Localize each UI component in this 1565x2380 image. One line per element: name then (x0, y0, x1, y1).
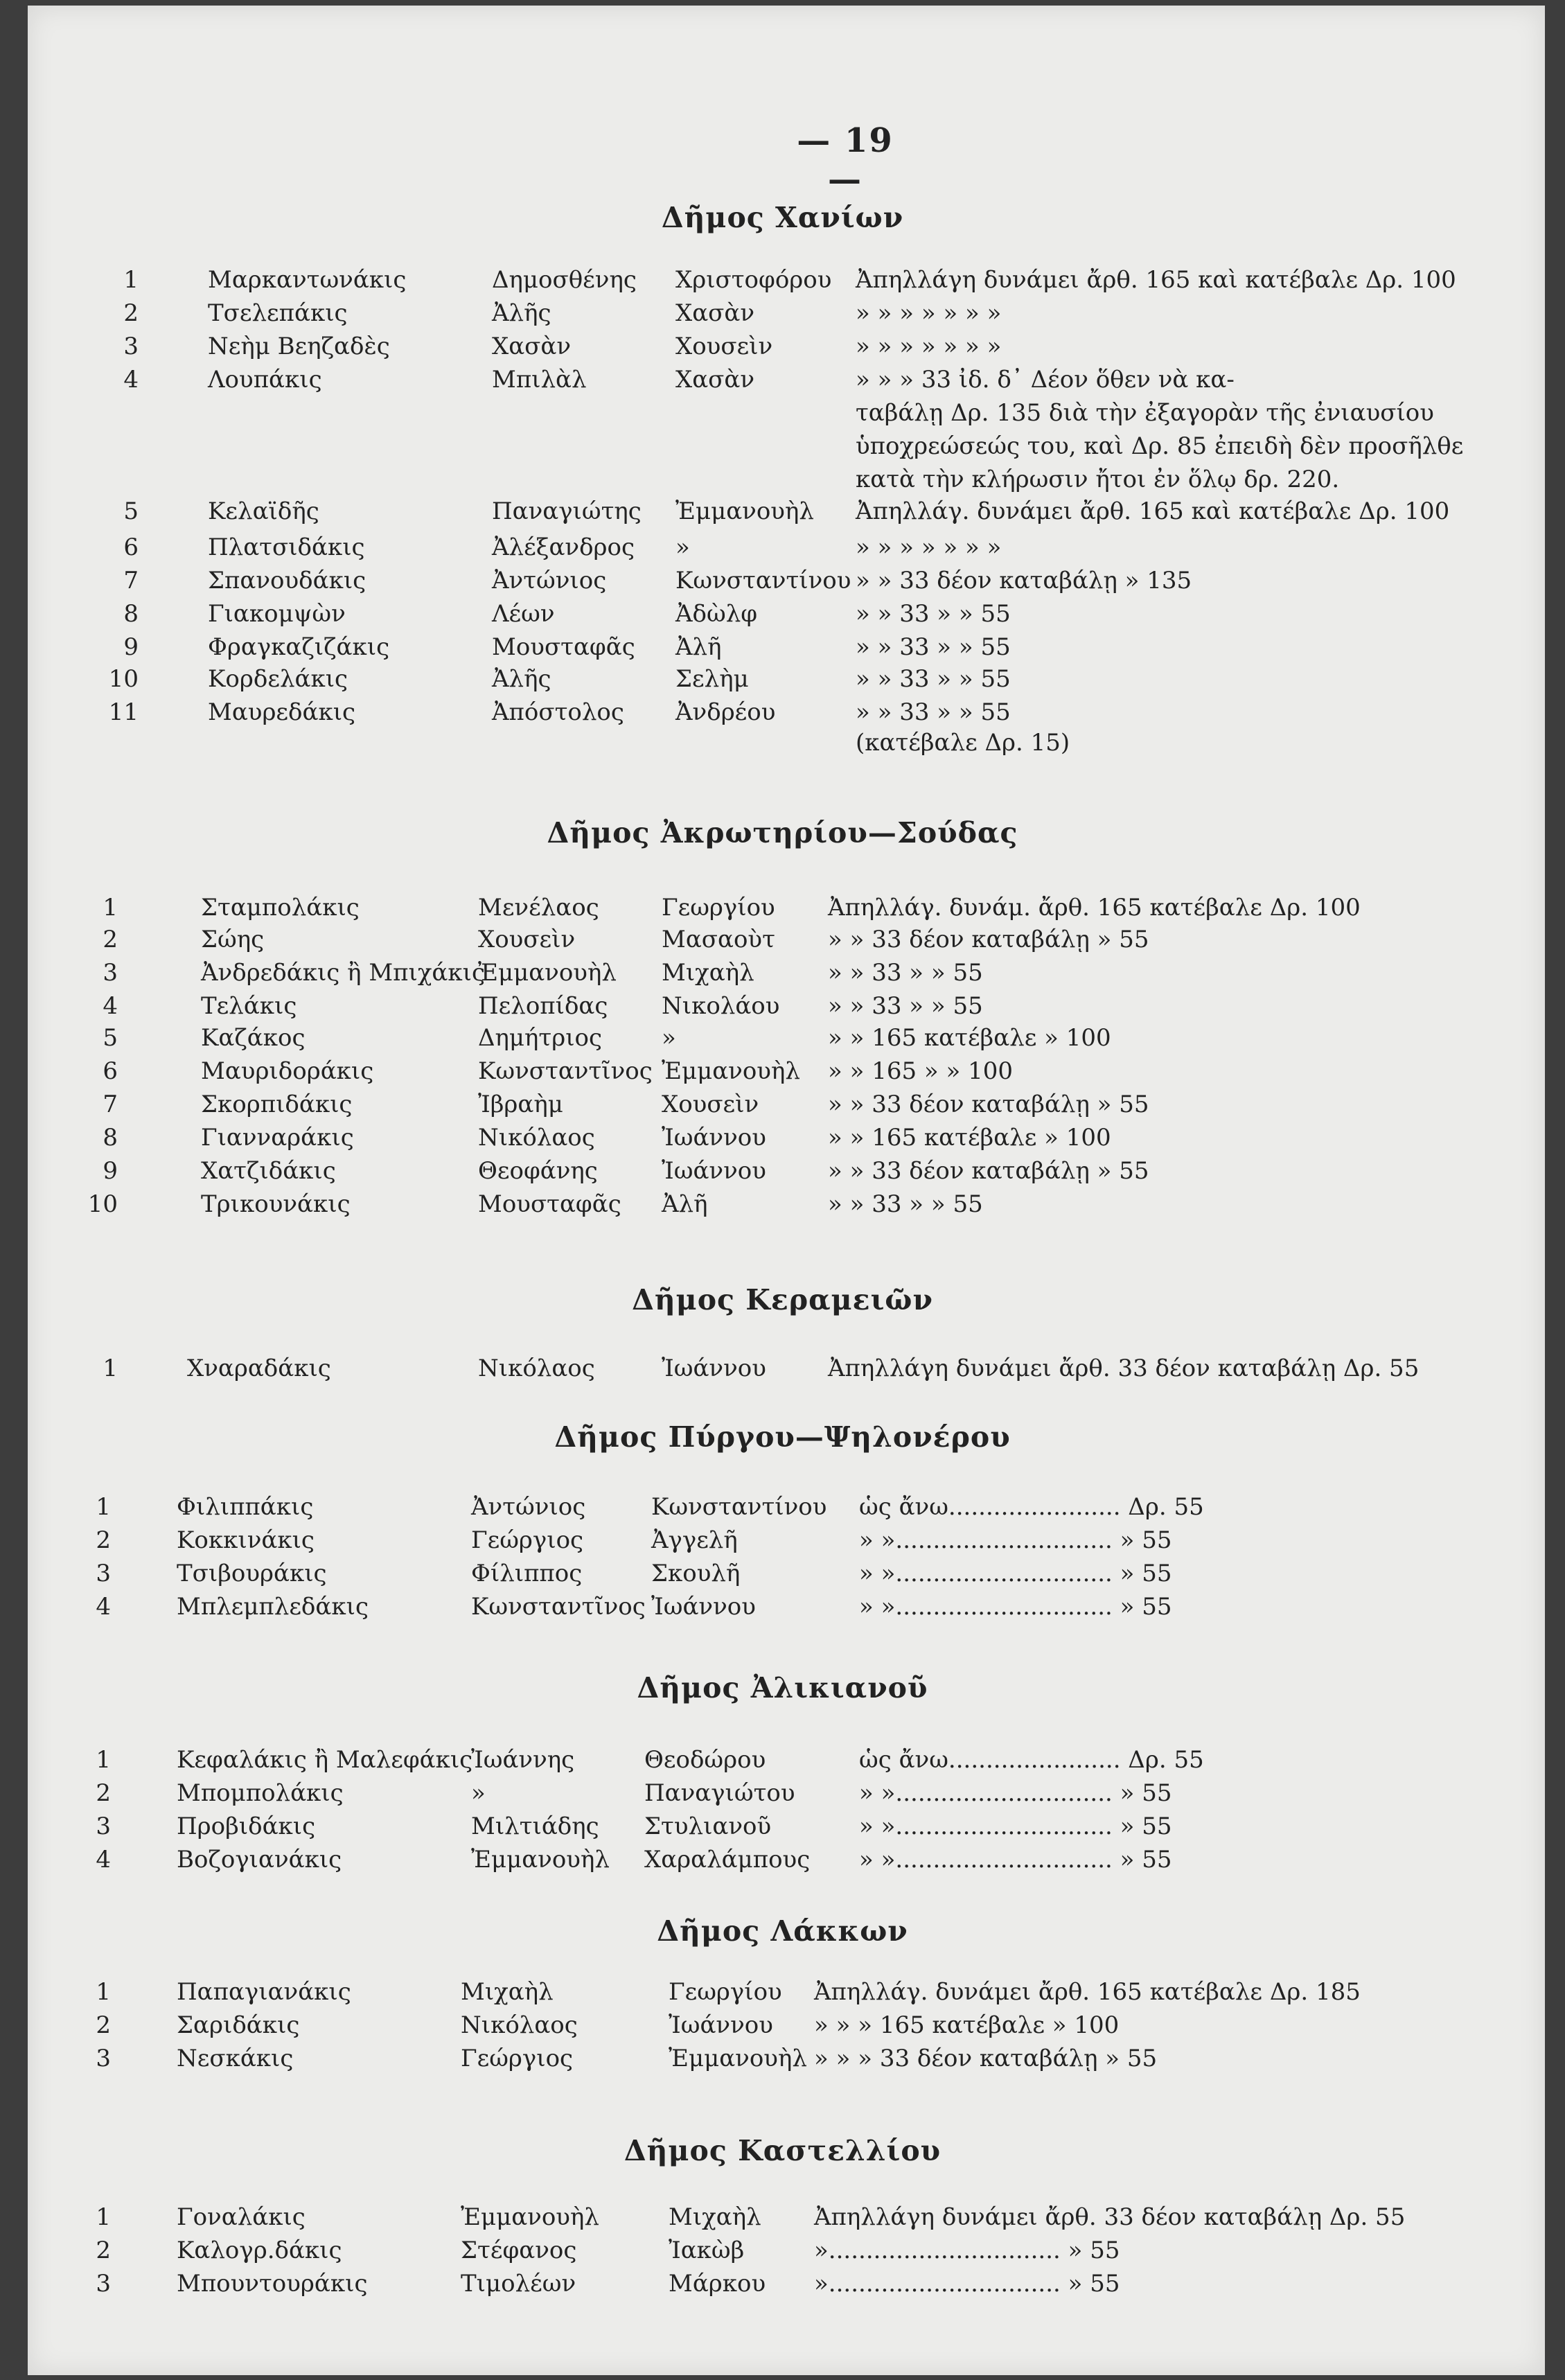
alikianos-row-1-surname: Κεφαλάκις ἢ Μαλεφάκις (177, 1746, 473, 1774)
pyrgos-row-4-n: 4 (96, 1593, 111, 1621)
chania-row-6-note: ὑποχρεώσεώς του, καὶ Δρ. 85 ἐπειδὴ δὲν προσῆλθε (856, 432, 1464, 460)
lakkoi-row-1-father: Γεωργίου (669, 1978, 782, 2006)
akrotiri-row-2-surname: Σώης (201, 926, 265, 953)
pyrgos-row-2-surname: Κοκκινάκις (177, 1526, 315, 1554)
akrotiri-row-2-note: » » 33 δέον καταβάλῃ » 55 (828, 926, 1149, 953)
akrotiri-row-7-note: » » 33 δέον καταβάλῃ » 55 (828, 1091, 1149, 1118)
akrotiri-row-6-name: Κωνσταντῖνος (478, 1057, 653, 1085)
kastelli-row-3-father: Μάρκου (669, 2270, 766, 2298)
pyrgos-row-3-surname: Τσιβουράκις (177, 1560, 327, 1587)
akrotiri-row-8-name: Νικόλαος (478, 1124, 595, 1152)
kastelli-row-3-n: 3 (96, 2270, 111, 2298)
chania-row-1-surname: Μαρκαντωνάκις (208, 266, 407, 294)
chania-row-1-n: 1 (123, 266, 139, 294)
kastelli-row-3-note: »............................... » 55 (814, 2270, 1120, 2298)
lakkoi-row-1-n: 1 (96, 1978, 111, 2006)
kastelli-row-2-name: Στέφανος (461, 2237, 577, 2264)
kastelli-row-2-note: »............................... » 55 (814, 2237, 1120, 2264)
chania-row-14-surname: Μαυρεδάκις (208, 698, 356, 726)
pyrgos-row-3-note: » »............................. » 55 (859, 1560, 1172, 1587)
akrotiri-row-2-father: Μασαοὺτ (662, 926, 775, 953)
alikianos-row-3-name: Μιλτιάδης (471, 1813, 599, 1840)
akrotiri-row-8-father: Ἰωάννου (662, 1124, 766, 1152)
chania-row-10-surname: Σπανουδάκις (208, 567, 366, 594)
pyrgos-row-1-name: Ἀντώνιος (471, 1493, 586, 1521)
keramia-row-1-name: Νικόλαος (478, 1355, 595, 1382)
pyrgos-row-1-note: ὡς ἄνω....................... Δρ. 55 (859, 1493, 1204, 1521)
pyrgos-row-1-surname: Φιλιππάκις (177, 1493, 314, 1521)
chania-row-11-surname: Γιακομψὼν (208, 600, 346, 628)
akrotiri-row-4-father: Νικολάου (662, 992, 780, 1020)
chania-row-14-father: Ἀνδρέου (675, 698, 776, 726)
alikianos-row-4-surname: Βοζογιανάκις (177, 1846, 342, 1874)
chania-row-10-name: Ἀντώνιος (492, 567, 607, 594)
chania-row-11-note: » » 33 » » 55 (856, 600, 1011, 628)
pyrgos-row-4-note: » »............................. » 55 (859, 1593, 1172, 1621)
chania-row-3-n: 3 (123, 333, 139, 360)
chania-row-8-note: Ἀπηλλάγ. δυνάμει ἄρθ. 165 καὶ κατέβαλε Δρ. 100 (856, 497, 1450, 525)
pyrgos-row-3-n: 3 (96, 1560, 111, 1587)
kastelli-row-1-n: 1 (96, 2203, 111, 2231)
chania-row-12-surname: Φραγκαζιζάκις (208, 633, 390, 661)
chania-row-11-n: 8 (123, 600, 139, 628)
chania-row-9-name: Ἀλέξανδρος (492, 534, 635, 561)
chania-row-3-surname: Νεὴμ Βεηζαδὲς (208, 333, 390, 360)
lakkoi-row-3-name: Γεώργιος (461, 2045, 574, 2072)
akrotiri-row-3-father: Μιχαὴλ (662, 959, 754, 987)
akrotiri-row-2-n: 2 (103, 926, 118, 953)
chania-row-9-note: » » » » » » » (856, 534, 1002, 561)
akrotiri-row-9-father: Ἰωάννου (662, 1157, 766, 1185)
section-title-pyrgos: Δῆμος Πύργου—Ψηλονέρου (554, 1420, 1011, 1454)
chania-row-1-note: Ἀπηλλάγη δυνάμει ἄρθ. 165 καὶ κατέβαλε Δρ. 100 (856, 266, 1456, 294)
alikianos-row-4-father: Χαραλάμπους (644, 1846, 811, 1874)
akrotiri-row-7-surname: Σκορπιδάκις (201, 1091, 353, 1118)
akrotiri-row-9-note: » » 33 δέον καταβάλῃ » 55 (828, 1157, 1149, 1185)
alikianos-row-2-note: » »............................. » 55 (859, 1779, 1172, 1807)
section-title-alikianos: Δῆμος Ἀλικιανοῦ (637, 1671, 928, 1704)
chania-row-14-name: Ἀπόστολος (492, 698, 624, 726)
alikianos-row-1-name: Ἰωάννης (471, 1746, 575, 1774)
akrotiri-row-6-father: Ἐμμανουὴλ (662, 1057, 800, 1085)
kastelli-row-1-name: Ἐμμανουὴλ (461, 2203, 599, 2231)
akrotiri-row-10-surname: Τρικουνάκις (201, 1190, 351, 1218)
akrotiri-row-1-surname: Σταμπολάκις (201, 894, 360, 922)
chania-row-13-n: 10 (108, 665, 139, 693)
akrotiri-row-5-name: Δημήτριος (478, 1024, 603, 1052)
akrotiri-row-5-father: » (662, 1024, 676, 1052)
lakkoi-row-2-father: Ἰωάννου (669, 2011, 773, 2039)
chania-row-14-note: » » 33 » » 55 (856, 698, 1011, 726)
chania-row-4-n: 4 (123, 366, 139, 394)
chania-row-3-name: Χασὰν (492, 333, 572, 360)
kastelli-row-3-name: Τιμολέων (461, 2270, 576, 2298)
pyrgos-row-4-name: Κωνσταντῖνος (471, 1593, 646, 1621)
akrotiri-row-8-n: 8 (103, 1124, 118, 1152)
chania-row-7-note: κατὰ τὴν κλήρωσιν ἤτοι ἐν ὅλῳ δρ. 220. (856, 466, 1340, 493)
akrotiri-row-7-n: 7 (103, 1091, 118, 1118)
kastelli-row-3-surname: Μπουντουράκις (177, 2270, 368, 2298)
pyrgos-row-1-n: 1 (96, 1493, 111, 1521)
akrotiri-row-2-name: Χουσεὶν (478, 926, 576, 953)
lakkoi-row-2-name: Νικόλαος (461, 2011, 578, 2039)
chania-row-3-note: » » » » » » » (856, 333, 1002, 360)
lakkoi-row-3-father: Ἐμμανουὴλ (669, 2045, 807, 2072)
section-title-lakkoi: Δῆμος Λάκκων (657, 1914, 908, 1948)
akrotiri-row-5-note: » » 165 κατέβαλε » 100 (828, 1024, 1111, 1052)
akrotiri-row-9-surname: Χατζιδάκις (201, 1157, 336, 1185)
alikianos-row-1-note: ὡς ἄνω....................... Δρ. 55 (859, 1746, 1204, 1774)
akrotiri-row-10-n: 10 (87, 1190, 118, 1218)
keramia-row-1-surname: Χναραδάκις (187, 1355, 331, 1382)
akrotiri-row-6-note: » » 165 » » 100 (828, 1057, 1014, 1085)
chania-row-14-n: 11 (108, 698, 139, 726)
chania-row-10-n: 7 (123, 567, 139, 594)
akrotiri-row-5-surname: Καζάκος (201, 1024, 306, 1052)
section-title-chania: Δῆμος Χανίων (661, 201, 904, 234)
kastelli-row-1-note: Ἀπηλλάγη δυνάμει ἄρθ. 33 δέον καταβάλῃ Δρ. 55 (814, 2203, 1406, 2231)
pyrgos-row-2-note: » »............................. » 55 (859, 1526, 1172, 1554)
chania-row-2-name: Ἀλῆς (492, 299, 551, 327)
pyrgos-row-1-father: Κωνσταντίνου (651, 1493, 827, 1521)
akrotiri-row-10-name: Μουσταφᾶς (478, 1190, 621, 1218)
kastelli-row-1-father: Μιχαὴλ (669, 2203, 761, 2231)
chania-row-4-note: » » » 33 ἰδ. δ᾽ Δέον ὅθεν νὰ κα- (856, 366, 1235, 394)
akrotiri-row-1-n: 1 (103, 894, 118, 922)
chania-row-3-father: Χουσεὶν (675, 333, 773, 360)
lakkoi-row-1-name: Μιχαὴλ (461, 1978, 554, 2006)
chania-row-2-father: Χασὰν (675, 299, 755, 327)
chania-row-8-father: Ἐμμανουὴλ (675, 497, 814, 525)
page-number: — 19 — (797, 121, 894, 199)
keramia-row-1-note: Ἀπηλλάγη δυνάμει ἄρθ. 33 δέον καταβάλῃ Δρ. 55 (828, 1355, 1420, 1382)
chania-row-12-n: 9 (123, 633, 139, 661)
section-title-akrotiri: Δῆμος Ἀκρωτηρίου—Σούδας (547, 816, 1018, 849)
pyrgos-row-2-name: Γεώργιος (471, 1526, 584, 1554)
akrotiri-row-3-surname: Ἀνδρεδάκις ἢ Μπιχάκις (201, 959, 486, 987)
chania-row-10-note: » » 33 δέον καταβάλῃ » 135 (856, 567, 1192, 594)
chania-row-4-surname: Λουπάκις (208, 366, 322, 394)
pyrgos-row-3-father: Σκουλῆ (651, 1560, 741, 1587)
chania-row-9-surname: Πλατσιδάκις (208, 534, 365, 561)
pyrgos-row-4-father: Ἰωάννου (651, 1593, 756, 1621)
akrotiri-row-1-father: Γεωργίου (662, 894, 775, 922)
alikianos-row-2-name: » (471, 1779, 486, 1807)
akrotiri-row-3-name: Ἐμμανουὴλ (478, 959, 617, 987)
akrotiri-row-6-surname: Μαυριδοράκις (201, 1057, 374, 1085)
akrotiri-row-8-surname: Γιανναράκις (201, 1124, 354, 1152)
section-title-keramia: Δῆμος Κεραμειῶν (632, 1283, 933, 1316)
keramia-row-1-n: 1 (103, 1355, 118, 1382)
chania-row-9-n: 6 (123, 534, 139, 561)
chania-row-12-note: » » 33 » » 55 (856, 633, 1011, 661)
akrotiri-row-3-note: » » 33 » » 55 (828, 959, 983, 987)
alikianos-row-4-n: 4 (96, 1846, 111, 1874)
akrotiri-row-5-n: 5 (103, 1024, 118, 1052)
lakkoi-row-3-note: » » » 33 δέον καταβάλῃ » 55 (814, 2045, 1158, 2072)
keramia-row-1-father: Ἰωάννου (662, 1355, 766, 1382)
chania-row-1-father: Χριστοφόρου (675, 266, 832, 294)
pyrgos-row-2-father: Ἀγγελῆ (651, 1526, 738, 1554)
chania-row-12-father: Ἀλῆ (675, 633, 722, 661)
chania-row-12-name: Μουσταφᾶς (492, 633, 635, 661)
chania-row-10-father: Κωνσταντίνου (675, 567, 851, 594)
akrotiri-row-7-father: Χουσεὶν (662, 1091, 759, 1118)
chania-row-2-n: 2 (123, 299, 139, 327)
chania-row-8-name: Παναγιώτης (492, 497, 642, 525)
kastelli-row-2-surname: Καλογρ.δάκις (177, 2237, 342, 2264)
alikianos-row-2-father: Παναγιώτου (644, 1779, 795, 1807)
kastelli-row-2-father: Ἰακὼβ (669, 2237, 745, 2264)
chania-row-13-father: Σελὴμ (675, 665, 749, 693)
akrotiri-row-8-note: » » 165 κατέβαλε » 100 (828, 1124, 1111, 1152)
lakkoi-row-3-surname: Νεσκάκις (177, 2045, 294, 2072)
chania-row-9-father: » (675, 534, 690, 561)
chania-row-4-father: Χασὰν (675, 366, 755, 394)
akrotiri-row-10-note: » » 33 » » 55 (828, 1190, 983, 1218)
akrotiri-row-9-name: Θεοφάνης (478, 1157, 598, 1185)
alikianos-row-1-n: 1 (96, 1746, 111, 1774)
akrotiri-row-4-surname: Τελάκις (201, 992, 297, 1020)
akrotiri-row-4-n: 4 (103, 992, 118, 1020)
chania-row-13-note: » » 33 » » 55 (856, 665, 1011, 693)
lakkoi-row-2-surname: Σαριδάκις (177, 2011, 300, 2039)
alikianos-row-2-n: 2 (96, 1779, 111, 1807)
akrotiri-row-4-name: Πελοπίδας (478, 992, 608, 1020)
chania-row-2-note: » » » » » » » (856, 299, 1002, 327)
pyrgos-row-3-name: Φίλιππος (471, 1560, 583, 1587)
chania-row-5-note: ταβάλῃ Δρ. 135 διὰ τὴν ἐξαγορὰν τῆς ἐνιαυσίου (856, 399, 1434, 427)
akrotiri-row-7-name: Ἰβραὴμ (478, 1091, 563, 1118)
chania-row-15-note: (κατέβαλε Δρ. 15) (856, 729, 1070, 757)
akrotiri-row-4-note: » » 33 » » 55 (828, 992, 983, 1020)
pyrgos-row-2-n: 2 (96, 1526, 111, 1554)
akrotiri-row-10-father: Ἀλῆ (662, 1190, 708, 1218)
alikianos-row-3-surname: Προβιδάκις (177, 1813, 316, 1840)
alikianos-row-3-n: 3 (96, 1813, 111, 1840)
kastelli-row-2-n: 2 (96, 2237, 111, 2264)
lakkoi-row-2-note: » » » 165 κατέβαλε » 100 (814, 2011, 1120, 2039)
alikianos-row-3-note: » »............................. » 55 (859, 1813, 1172, 1840)
lakkoi-row-1-note: Ἀπηλλάγ. δυνάμει ἄρθ. 165 κατέβαλε Δρ. 185 (814, 1978, 1361, 2006)
alikianos-row-1-father: Θεοδώρου (644, 1746, 766, 1774)
akrotiri-row-1-name: Μενέλαος (478, 894, 599, 922)
chania-row-11-name: Λέων (492, 600, 555, 628)
alikianos-row-4-name: Ἐμμανουὴλ (471, 1846, 610, 1874)
lakkoi-row-2-n: 2 (96, 2011, 111, 2039)
chania-row-2-surname: Τσελεπάκις (208, 299, 348, 327)
lakkoi-row-1-surname: Παπαγιανάκις (177, 1978, 351, 2006)
akrotiri-row-6-n: 6 (103, 1057, 118, 1085)
pyrgos-row-4-surname: Μπλεμπλεδάκις (177, 1593, 369, 1621)
chania-row-8-surname: Κελαϊδῆς (208, 497, 319, 525)
akrotiri-row-1-note: Ἀπηλλάγ. δυνάμ. ἄρθ. 165 κατέβαλε Δρ. 100 (828, 894, 1361, 922)
alikianos-row-3-father: Στυλιανοῦ (644, 1813, 772, 1840)
chania-row-13-name: Ἀλῆς (492, 665, 551, 693)
kastelli-row-1-surname: Γοναλάκις (177, 2203, 306, 2231)
alikianos-row-4-note: » »............................. » 55 (859, 1846, 1172, 1874)
chania-row-13-surname: Κορδελάκις (208, 665, 348, 693)
alikianos-row-2-surname: Μπομπολάκις (177, 1779, 344, 1807)
chania-row-4-name: Μπιλὰλ (492, 366, 587, 394)
akrotiri-row-3-n: 3 (103, 959, 118, 987)
chania-row-8-n: 5 (123, 497, 139, 525)
section-title-kastelli: Δῆμος Καστελλίου (624, 2134, 941, 2167)
akrotiri-row-9-n: 9 (103, 1157, 118, 1185)
lakkoi-row-3-n: 3 (96, 2045, 111, 2072)
chania-row-1-name: Δημοσθένης (492, 266, 637, 294)
chania-row-11-father: Ἀδὼλφ (675, 600, 758, 628)
